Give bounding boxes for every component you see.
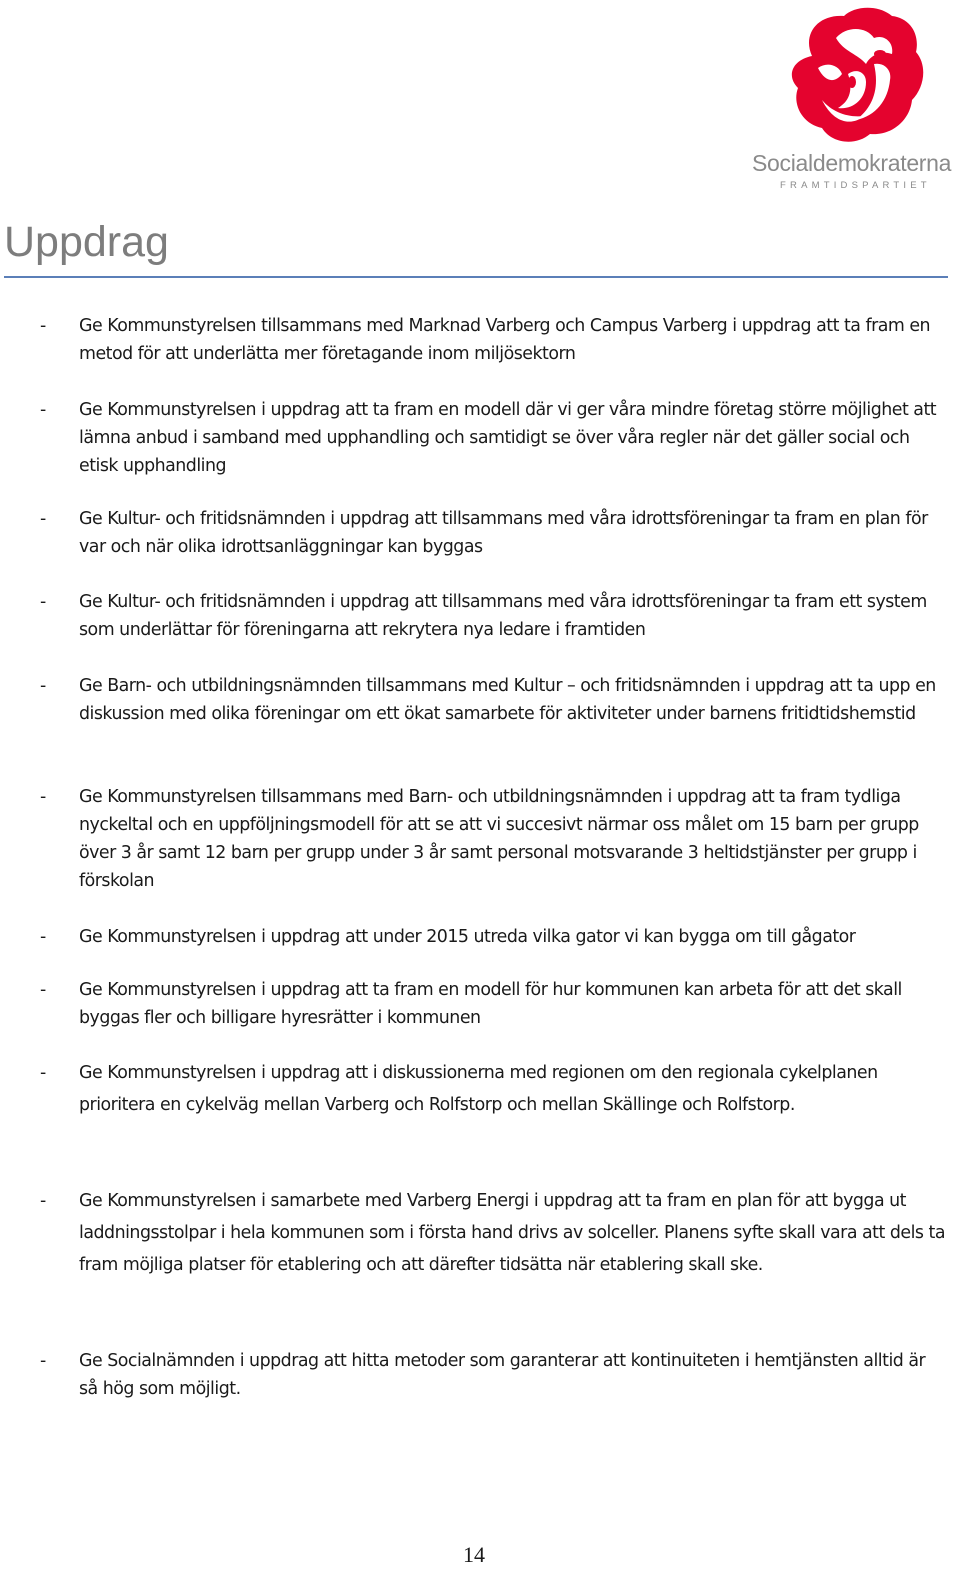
rose-logo-icon xyxy=(752,4,948,150)
list-item xyxy=(40,783,945,895)
list-bullet: - xyxy=(40,676,46,696)
list-item xyxy=(40,1185,945,1281)
list-bullet: - xyxy=(40,1351,46,1371)
list-item-text: Ge Socialnämnden i uppdrag att hitta metoder som garanterar att kontinuiteten i hemtjänsten alltid är så hög som möjligt. xyxy=(79,1351,926,1399)
page-title: Uppdrag xyxy=(4,218,169,266)
list-item-text: Ge Kommunstyrelsen i samarbete med Varberg Energi i uppdrag att ta fram en plan för att bygga ut laddningsstolpar i hela kommunen som i första hand drivs av solceller. Planens syfte skall vara att dels ta fram möjliga platser för etablering och att därefter tidsätta när etablering skall ske. xyxy=(79,1191,945,1275)
list-item-text: Ge Kommunstyrelsen i uppdrag att ta fram en modell för hur kommunen kan arbeta för att det skall byggas fler och billigare hyresrätter i kommunen xyxy=(79,980,902,1028)
list-bullet: - xyxy=(40,316,46,336)
list-item xyxy=(40,588,945,644)
logo-name: Socialdemokraterna xyxy=(752,150,952,176)
list-bullet: - xyxy=(40,509,46,529)
list-item-text: Ge Kommunstyrelsen tillsammans med Barn- och utbildningsnämnden i uppdrag att ta fram tydliga nyckeltal och en uppföljningsmodell för att se att vi succesivt närmar oss målet om 15 barn per grupp över 3 år samt 12 barn per grupp under 3 år samt personal motsvarande 3 heltidstjänster per grupp i förskolan xyxy=(79,787,919,891)
list-bullet: - xyxy=(40,1063,46,1083)
list-item-text: Ge Kommunstyrelsen i uppdrag att ta fram en modell där vi ger våra mindre företag större möjlighet att lämna anbud i samband med upphandling och samtidigt se över våra regler när det gäller social och etisk upphandling xyxy=(79,400,937,476)
logo-tagline: FRAMTIDSPARTIET xyxy=(780,180,931,191)
list-item xyxy=(40,312,945,368)
list-item-text: Ge Kommunstyrelsen i uppdrag att i diskussionerna med regionen om den regionala cykelplanen prioritera en cykelväg mellan Varberg och Rolfstorp och mellan Skällinge och Rolfstorp. xyxy=(79,1063,878,1115)
list-bullet: - xyxy=(40,400,46,420)
list-bullet: - xyxy=(40,980,46,1000)
list-bullet: - xyxy=(40,787,46,807)
list-item xyxy=(40,396,945,480)
title-divider xyxy=(4,276,948,278)
list-item-text: Ge Kommunstyrelsen i uppdrag att under 2015 utreda vilka gator vi kan bygga om till gågator xyxy=(79,927,856,947)
list-item-text: Ge Kultur- och fritidsnämnden i uppdrag att tillsammans med våra idrottsföreningar ta fram en plan för var och när olika idrottsanläggningar kan byggas xyxy=(79,509,928,557)
party-logo xyxy=(752,4,952,196)
list-bullet: - xyxy=(40,592,46,612)
list-bullet: - xyxy=(40,927,46,947)
list-item-text: Ge Barn- och utbildningsnämnden tillsammans med Kultur – och fritidsnämnden i uppdrag att ta upp en diskussion med olika föreningar om ett ökat samarbete för aktiviteter under barnens fritidtidshemstid xyxy=(79,676,936,724)
list-item xyxy=(40,1057,945,1121)
list-item xyxy=(40,672,945,728)
list-bullet: - xyxy=(40,1191,46,1211)
list-item xyxy=(40,505,945,561)
page-number: 14 xyxy=(463,1542,485,1567)
list-item xyxy=(40,1347,945,1403)
list-item xyxy=(40,976,945,1032)
list-item xyxy=(40,923,945,951)
list-item-text: Ge Kommunstyrelsen tillsammans med Marknad Varberg och Campus Varberg i uppdrag att ta fram en metod för att underlätta mer företagande inom miljösektorn xyxy=(79,316,931,364)
list-item-text: Ge Kultur- och fritidsnämnden i uppdrag att tillsammans med våra idrottsföreningar ta fram ett system som underlättar för föreningarna att rekrytera nya ledare i framtiden xyxy=(79,592,927,640)
